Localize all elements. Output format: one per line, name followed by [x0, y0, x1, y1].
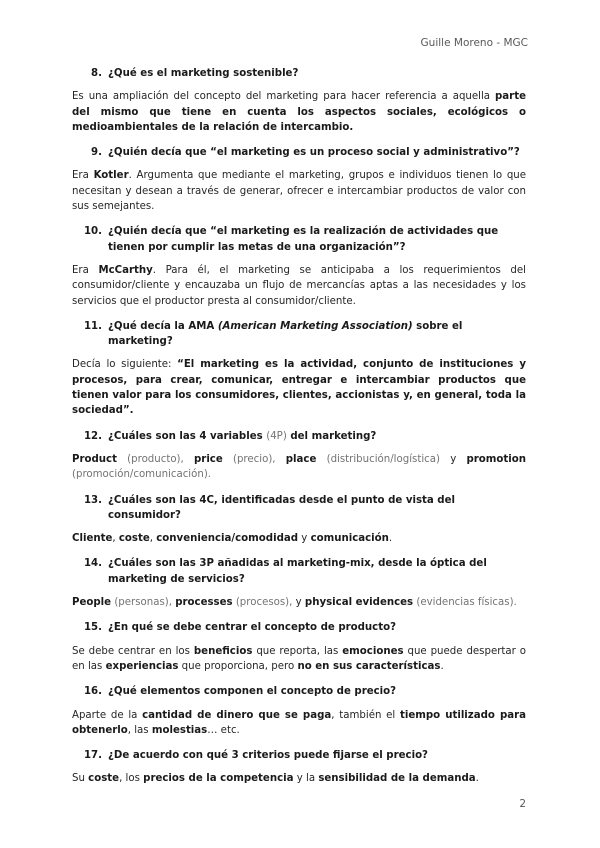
question-text-part: ¿Qué decía la AMA: [108, 320, 218, 332]
answer-11: [72, 357, 526, 418]
answer-highlight: “El marketing es la actividad, conjunto de instituciones y procesos, para crear, comunicar, entregar e intercambiar productos que tienen valor para los consumidores, clientes, accionistas y, en general, toda la sociedad”.: [72, 359, 526, 417]
answer-10: [72, 263, 526, 309]
question-number: 14.: [83, 558, 102, 570]
question-10: [72, 224, 526, 255]
question-14: [72, 556, 526, 587]
answer-text: , los: [119, 773, 144, 785]
term: Cliente: [72, 533, 113, 545]
term-translation: (distribución/logística): [316, 453, 451, 465]
question-text-muted: (4P): [266, 430, 287, 442]
question-11: [72, 319, 526, 350]
answer-highlight: tiempo utilizado para obtenerlo: [72, 709, 527, 736]
question-9: [72, 145, 526, 160]
question-text-part: ¿Cuáles son las 4 variables: [108, 430, 267, 442]
answer-highlight: precios de la competencia: [143, 773, 294, 785]
answer-13: [72, 531, 526, 546]
question-text: ¿Quién decía que “el marketing es la realización de actividades que tienen por cumplir las metas de una organización”?: [108, 226, 499, 253]
question-13: [72, 493, 526, 524]
question-number: 17.: [83, 750, 102, 762]
question-text: [108, 429, 526, 444]
question-text: ¿Cuáles son las 3P añadidas al marketing-mix, desde la óptica del marketing de servicios?: [108, 558, 487, 585]
document-body: [72, 66, 526, 797]
answer-12: [72, 452, 526, 483]
answer-highlight: cantidad de dinero que se paga: [142, 709, 332, 721]
term: price: [194, 453, 223, 465]
answer-text: que proporciona, pero: [178, 660, 298, 672]
answer-text: que reporta, las: [252, 645, 343, 657]
term-translation: (promoción/comunicación).: [72, 469, 212, 481]
answer-highlight: molestias: [151, 724, 208, 736]
question-text: ¿Quién decía que “el marketing es un proceso social y administrativo”?: [108, 147, 520, 159]
question-number: 12.: [83, 430, 102, 442]
term: People: [72, 597, 112, 609]
conjunction: y: [295, 597, 305, 609]
answer-text: . Para él, el marketing se anticipaba a los requerimientos del consumidor/cliente y encauzaba un flujo de mercancías aptas a las necesidades y los servicios que el productor presta al consumidor/cliente.: [72, 264, 526, 307]
answer-text: y la: [293, 773, 319, 785]
separator: y: [298, 533, 311, 545]
answer-highlight: McCarthy: [98, 264, 153, 276]
question-number: 10.: [83, 226, 102, 238]
term: coste: [118, 533, 150, 545]
question-text: ¿Qué es el marketing sostenible?: [108, 68, 299, 79]
answer-text: que puede despertar o en las: [72, 645, 526, 672]
term: Product: [72, 453, 117, 465]
question-12: [72, 429, 526, 444]
question-text: ¿En qué se debe centrar el concepto de producto?: [108, 622, 397, 634]
term-translation: (producto),: [116, 453, 194, 465]
answer-highlight: Kotler: [93, 170, 129, 182]
answer-text: .: [475, 773, 479, 785]
page-header-author: Guille Moreno - MGC: [420, 37, 528, 49]
answer-16: [72, 708, 526, 739]
term-translation: (precio),: [222, 453, 286, 465]
term-translation: (procesos),: [232, 597, 296, 609]
answer-text: … etc.: [207, 724, 240, 736]
question-number: 11.: [83, 320, 102, 332]
term-translation: (evidencias físicas).: [413, 597, 517, 609]
answer-highlight: beneficios: [193, 645, 253, 657]
separator: ,: [112, 533, 119, 545]
term: processes: [175, 597, 233, 609]
answer-highlight: emociones: [342, 645, 404, 657]
answer-14: [72, 595, 526, 610]
answer-text: Decía lo siguiente:: [72, 359, 178, 371]
answer-text: Era: [72, 264, 99, 276]
answer-highlight: coste: [88, 773, 120, 785]
answer-15: [72, 644, 526, 675]
answer-highlight: sensibilidad de la demanda: [318, 773, 476, 785]
term: promotion: [466, 453, 526, 465]
answer-highlight: parte del mismo que tiene en cuenta los aspectos sociales, ecológicos o medioambientales de la relación de intercambio.: [72, 91, 526, 133]
answer-text: , las: [127, 724, 152, 736]
term: comunicación: [310, 533, 389, 545]
question-text-part: sobre el marketing?: [108, 320, 463, 348]
question-17: [72, 748, 526, 763]
question-number: 16.: [83, 686, 102, 698]
question-text: ¿De acuerdo con qué 3 criterios puede fijarse el precio?: [108, 750, 428, 762]
term: conveniencia/comodidad: [156, 533, 299, 545]
question-15: [72, 620, 526, 635]
question-text: ¿Cuáles son las 4C, identificadas desde el punto de vista del consumidor?: [108, 494, 456, 521]
question-text: ¿Qué elementos componen el concepto de precio?: [108, 686, 397, 698]
answer-text: Era: [72, 170, 94, 182]
question-number: 13.: [83, 494, 102, 506]
question-text-italic: (American Marketing Association): [217, 320, 413, 332]
term-translation: (personas),: [111, 597, 176, 609]
question-text: [108, 319, 526, 350]
separator: ,: [149, 533, 157, 545]
question-number: 15.: [83, 622, 102, 634]
separator: .: [388, 533, 393, 545]
conjunction: y: [450, 453, 467, 465]
answer-text: .: [440, 660, 444, 672]
answer-text: Se debe centrar en los: [72, 645, 194, 657]
answer-text: Es una ampliación del concepto del marketing para hacer referencia a aquella: [72, 91, 496, 103]
answer-text: Aparte de la: [72, 709, 143, 721]
answer-text: . Argumenta que mediante el marketing, grupos e individuos tienen lo que necesitan y desean a través de generar, ofrecer e intercambiar productos de valor con sus semejantes.: [72, 170, 527, 213]
answer-highlight: no en sus características: [297, 660, 441, 672]
term: physical evidences: [304, 597, 414, 609]
term: place: [285, 453, 317, 465]
question-8: [72, 66, 526, 81]
page-number: 2: [519, 798, 526, 810]
question-16: [72, 684, 526, 699]
answer-text: , también el: [331, 709, 400, 721]
answer-8: [72, 89, 526, 135]
question-number: 9.: [91, 147, 102, 159]
answer-text: Su: [72, 773, 89, 785]
question-text-part: del marketing?: [286, 430, 377, 442]
answer-9: [72, 168, 526, 214]
answer-17: [72, 771, 526, 786]
answer-highlight: experiencias: [105, 660, 179, 672]
question-number: 8.: [91, 68, 102, 79]
